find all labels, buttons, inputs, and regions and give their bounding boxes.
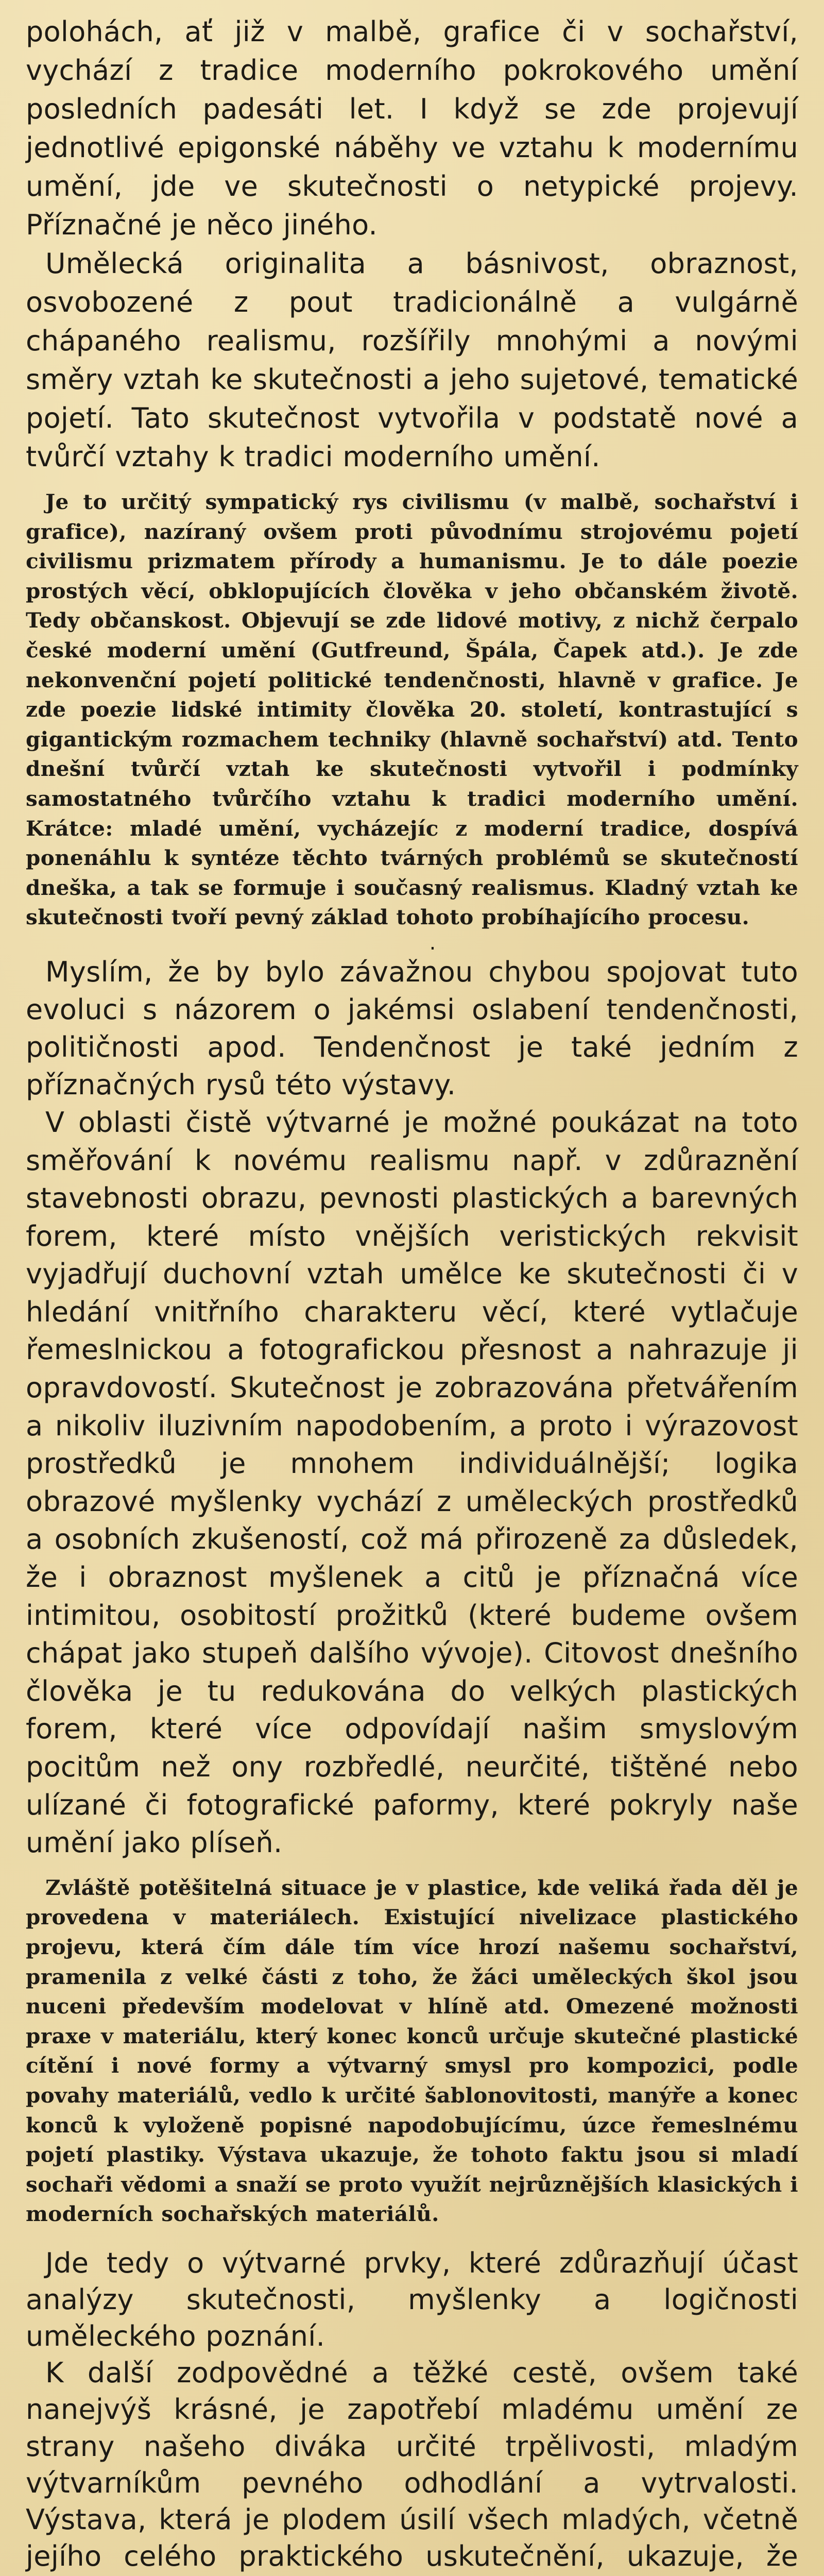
article-column	[26, 12, 798, 2576]
spacer	[26, 1862, 798, 1873]
spacer	[26, 476, 798, 487]
separator-dot: .	[429, 930, 436, 955]
spacer	[26, 2229, 798, 2245]
article-paragraph-7: Jde tedy o výtvarné prvky, které zdůrazňují účast analýzy skutečnosti, myšlenky a logičnosti uměleckého poznání.	[26, 2246, 798, 2352]
article-paragraph-2: Umělecká originalita a básnivost, obraznost, osvobozené z pout tradicionálně a vulgárně chápaného realismu, rozšířily mnohými a novými směry vztah ke skutečnosti a jeho sujetové, tematické pojetí. Tato skutečnost vytvořila v podstatě nové a tvůrčí vztahy k tradici moderního umění.	[26, 247, 798, 473]
article-paragraph-4: Myslím, že by bylo závažnou chybou spojovat tuto evoluci s názorem o jakémsi oslabení tendenčnosti, političnosti apod. Tendenčnost je také jedním z příznačných rysů této výstavy.	[26, 955, 798, 1101]
article-paragraph-8: K další zodpovědné a těžké cestě, ovšem také nanejvýš krásné, je zapotřebí mladému umění ze strany našeho diváka určité trpělivosti, mladým výtvarníkům pevného odhodlání a vytrvalosti. Výstava, která je plodem úsilí všech mladých, včetně jejího celého praktického uskutečnění, ukazuje, že	[26, 2356, 798, 2573]
article-paragraph-6-small-print: Zvláště potěšitelná situace je v plastice, kde veliká řada děl je provedena v materiálech. Existující nivelizace plastického projevu, která čím dále tím více hrozí našemu sochařství, pramenila z velké části z toho, že žáci uměleckých škol jsou nuceni především modelovat v hlíně atd. Omezené možnosti praxe v materiálu, který konec konců určuje skutečné plastické cítění i nové formy a výtvarný smysl pro kompozici, podle povahy materiálů, vedlo k určité šablonovitosti, manýře a konec konců k vyloženě popisné napodobujícímu, úzce řemeslnému pojetí plastiky. Výstava ukazuje, že tohoto faktu jsou si mladí sochaři vědomi a snaží se proto využít nejrůznějších klasických i moderních sochařských materiálů.	[26, 1875, 798, 2227]
article-paragraph-1: polohách, ať již v malbě, grafice či v sochařství, vychází z tradice moderního pokrokového umění posledních padesáti let. I když se zde projevují jednotlivé epigonské náběhy ve vztahu k modernímu umění, jde ve skutečnosti o netypické projevy. Příznačné je něco jiného.	[26, 15, 798, 241]
article-paragraph-5: V oblasti čistě výtvarné je možné poukázat na toto směřování k novému realismu např. v zdůraznění stavebnosti obrazu, pevnosti plastických a barevných forem, které místo vnějších veristických rekvisit vyjadřují duchovní vztah umělce ke skutečnosti či v hledání vnitřního charakteru věcí, které vytlačuje řemeslnickou a fotografickou přesnost a nahrazuje ji opravdovostí. Skutečnost je zobrazována přetvářením a nikoliv iluzivním napodobením, a proto i výrazovost prostředků je mnohem individuálnější; logika obrazové myšlenky vychází z uměleckých prostředků a osobních zkušeností, což má přirozeně za důsledek, že i obraznost myšlenek a citů je příznačná více intimitou, osobitostí prožitků (které budeme ovšem chápat jako stupeň dalšího vývoje). Citovost dnešního člověka je tu redukována do velkých plastických forem, které více odpovídají našim smyslovým pocitům než ony rozbředlé, neurčité, tištěné nebo ulízané či fotografické paformy, které pokryly naše umění jako plíseň.	[26, 1106, 798, 1859]
article-paragraph-3-small-print: Je to určitý sympatický rys civilismu (v malbě, sochařství i grafice), nazíraný ovšem proti původnímu strojovému pojetí civilismu prizmatem přírody a humanismu. Je to dále poezie prostých věcí, obklopujících člověka v jeho občanském životě. Tedy občanskost. Objevují se zde lidové motivy, z nichž čerpalo české moderní umění (Gutfreund, Špála, Čapek atd.). Je zde nekonvenční pojetí politické tendenčnosti, hlavně v grafice. Je zde poezie lidské intimity člověka 20. století, kontrastující s gigantickým rozmachem techniky (hlavně sochařství) atd. Tento dnešní tvůrčí vztah ke skutečnosti vytvořil i podmínky samostatného tvůrčího vztahu k tradici moderního umění. Krátce: mladé umění, vycházejíc z moderní tradice, dospívá ponenáhlu k syntéze těchto tvárných problémů se skutečností dneška, a tak se formuje i současný realismus. Kladný vztah ke skutečnosti tvoří pevný základ tohoto probíhajícího procesu.	[26, 489, 798, 930]
